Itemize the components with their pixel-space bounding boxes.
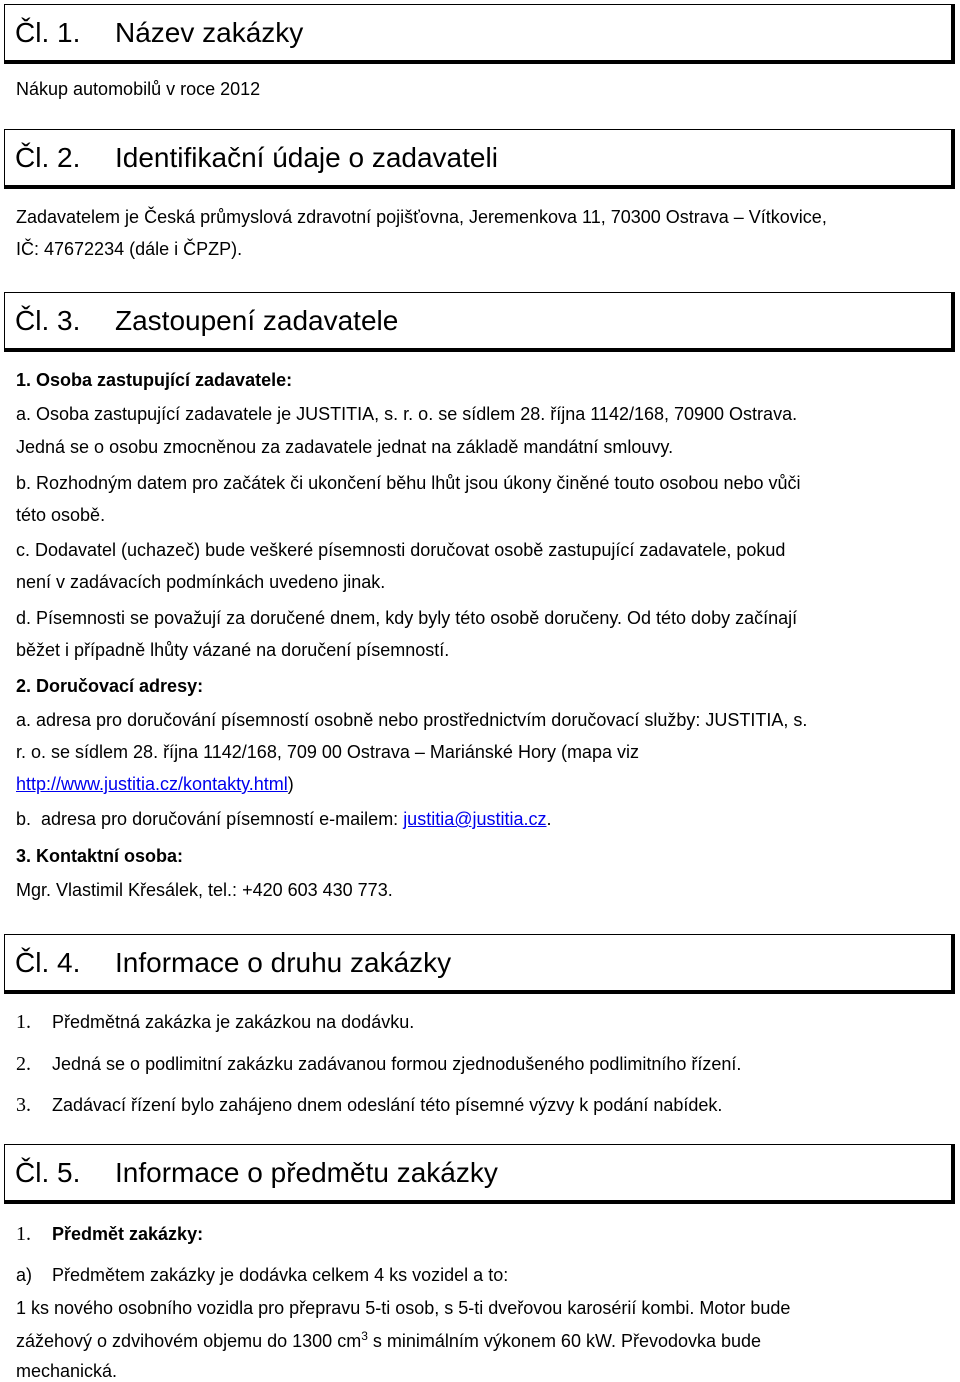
article-2-line-2: IČ: 47672234 (dále i ČPZP). bbox=[16, 239, 243, 259]
section-3-2-a-line-2: r. o. se sídlem 28. října 1142/168, 709 00 Ostrava – Mariánské Hory (mapa viz bbox=[16, 742, 639, 762]
section-3-3-heading: 3. Kontaktní osoba: bbox=[16, 846, 184, 866]
vehicle-paragraph-line-1: 1 ks nového osobního vozidla pro přepravu 5-ti osob, s 5-ti dveřovou karosérií kombi. Motor bude bbox=[16, 1298, 791, 1318]
section-3-1-b-line-1: b. Rozhodným datem pro začátek či ukončení běhu lhůt jsou úkony činěné touto osobou nebo vůči bbox=[16, 473, 801, 493]
section-3-2-b-line bbox=[16, 808, 552, 830]
article-2-line-1: Zadavatelem je Česká průmyslová zdravotní pojišťovna, Jeremenkova 11, 70300 Ostrava – Vítkovice, bbox=[16, 207, 827, 227]
email-tail: . bbox=[546, 809, 552, 829]
section-3-2-a-line-3 bbox=[16, 773, 294, 795]
section-number: 1. bbox=[16, 1223, 31, 1245]
superscript: 3 bbox=[361, 1329, 368, 1343]
vehicle-paragraph-line-3: mechanická. bbox=[16, 1361, 118, 1381]
section-3-2-a-line-1: a. adresa pro doručování písemností osobně nebo prostřednictvím doručovací služby: JUSTITIA, s. bbox=[16, 710, 808, 730]
item-number: 1. bbox=[16, 1011, 31, 1033]
item-number: 3. bbox=[16, 1094, 31, 1116]
section-5-1-a bbox=[16, 1264, 508, 1286]
section-3-1-c-line-2: není v zadávacích podmínkách uvedeno jinak. bbox=[16, 572, 386, 592]
article-1-title: Název zakázky bbox=[115, 16, 304, 48]
article-4-item-1 bbox=[16, 1011, 414, 1033]
section-3-1-d-line-2: běžet i případně lhůty vázané na doručení písemností. bbox=[16, 640, 450, 660]
article-2-heading bbox=[4, 129, 955, 189]
article-3-title: Zastoupení zadavatele bbox=[115, 304, 399, 336]
section-title: Předmět zakázky: bbox=[52, 1224, 204, 1244]
item-text: Jedná se o podlimitní zakázku zadávanou formou zjednodušeného podlimitního řízení. bbox=[52, 1054, 742, 1074]
article-2-number: Čl. 2. bbox=[15, 141, 81, 173]
vehicle-paragraph-line-2 bbox=[16, 1330, 761, 1352]
section-3-1-a-line-1: a. Osoba zastupující zadavatele je JUSTITIA, s. r. o. se sídlem 28. října 1142/168, 70900 Ostrava. bbox=[16, 404, 798, 424]
section-3-1-d-line-1: d. Písemnosti se považují za doručené dnem, kdy byly této osobě doručeny. Od této doby začínají bbox=[16, 608, 798, 628]
contact-person: Mgr. Vlastimil Křesálek, tel.: +420 603 430 773. bbox=[16, 880, 393, 900]
article-4-number: Čl. 4. bbox=[15, 946, 81, 978]
article-5-title: Informace o předmětu zakázky bbox=[115, 1156, 498, 1188]
article-4-title: Informace o druhu zakázky bbox=[115, 946, 452, 978]
article-4-item-2 bbox=[16, 1053, 741, 1075]
sub-text: Předmětem zakázky je dodávka celkem 4 ks vozidel a to: bbox=[52, 1265, 509, 1285]
section-5-1-heading bbox=[16, 1223, 203, 1245]
article-5-heading bbox=[4, 1144, 955, 1204]
line-2-part-a: zážehový o zdvihovém objemu do 1300 cm bbox=[16, 1331, 362, 1351]
article-5-number: Čl. 5. bbox=[15, 1156, 81, 1188]
article-2-title: Identifikační údaje o zadavateli bbox=[115, 141, 498, 173]
email-link[interactable]: justitia@justitia.cz bbox=[403, 809, 547, 829]
article-4-heading bbox=[4, 934, 955, 994]
sub-label: a) bbox=[16, 1265, 33, 1285]
article-1-number: Čl. 1. bbox=[15, 16, 81, 48]
article-4-item-3 bbox=[16, 1094, 722, 1116]
article-3-number: Čl. 3. bbox=[15, 304, 81, 336]
article-1-heading bbox=[4, 4, 955, 64]
item-text: Zadávací řízení bylo zahájeno dnem odeslání této písemné výzvy k podání nabídek. bbox=[52, 1095, 723, 1115]
paren-close: ) bbox=[287, 774, 294, 794]
section-3-1-heading: 1. Osoba zastupující zadavatele: bbox=[16, 370, 293, 390]
article-3-heading bbox=[4, 292, 955, 352]
item-text: Předmětná zakázka je zakázkou na dodávku. bbox=[52, 1012, 415, 1032]
section-3-1-b-line-2: této osobě. bbox=[16, 505, 106, 525]
section-3-2-heading: 2. Doručovací adresy: bbox=[16, 676, 204, 696]
email-prefix: b. adresa pro doručování písemností e-mailem: bbox=[16, 809, 404, 829]
line-2-part-b: s minimálním výkonem 60 kW. Převodovka bude bbox=[367, 1331, 762, 1351]
section-3-1-a-line-2: Jedná se o osobu zmocněnou za zadavatele jednat na základě mandátní smlouvy. bbox=[16, 437, 674, 457]
contacts-link[interactable]: http://www.justitia.cz/kontakty.html bbox=[16, 774, 288, 794]
section-3-1-c-line-1: c. Dodavatel (uchazeč) bude veškeré písemnosti doručovat osobě zastupující zadavatele, pokud bbox=[16, 540, 786, 560]
item-number: 2. bbox=[16, 1053, 31, 1075]
article-1-text: Nákup automobilů v roce 2012 bbox=[16, 79, 261, 99]
